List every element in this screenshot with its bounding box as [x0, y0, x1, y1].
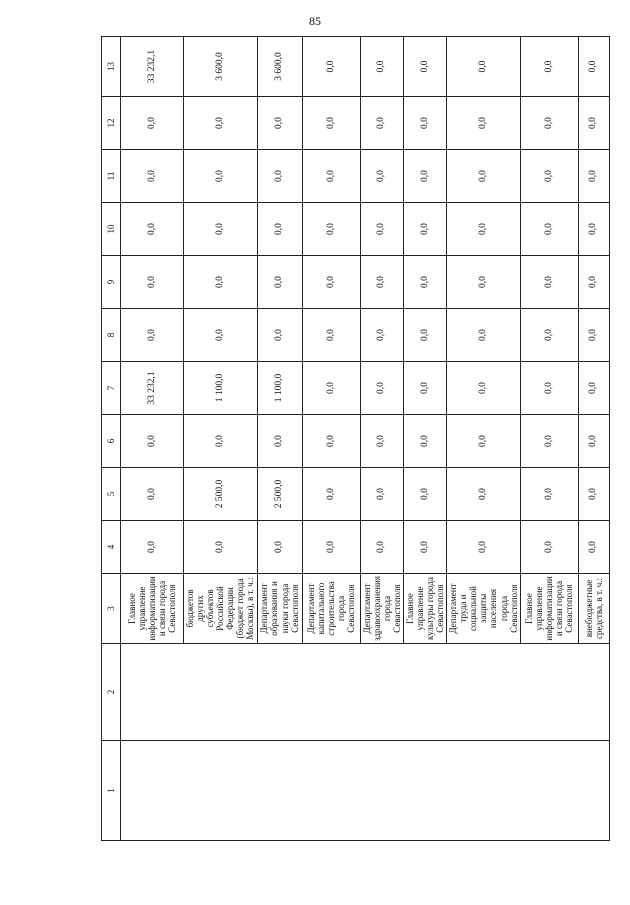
value-cell: 0,0 [184, 415, 258, 468]
value-cell: 0,0 [184, 309, 258, 362]
value-cell: 0,0 [360, 362, 403, 415]
value-cell: 33 232,1 [121, 362, 184, 415]
value-cell: 0,0 [520, 150, 578, 203]
header-cell: 3 [102, 574, 121, 644]
header-cell: 13 [102, 37, 121, 97]
budget-table [101, 36, 610, 841]
value-cell: 0,0 [447, 37, 521, 97]
value-cell: 0,0 [403, 203, 446, 256]
value-cell: 0,0 [578, 521, 609, 574]
value-cell: 0,0 [121, 415, 184, 468]
row-name-cell: бюджетов других субъектов Российской Федерации (бюджет города Москвы), в т. ч.: [184, 574, 258, 644]
value-cell: 0,0 [578, 256, 609, 309]
value-cell: 0,0 [302, 203, 360, 256]
value-cell: 0,0 [403, 150, 446, 203]
value-cell: 0,0 [360, 468, 403, 521]
header-cell: 8 [102, 309, 121, 362]
value-cell: 0,0 [520, 37, 578, 97]
value-cell: 0,0 [121, 150, 184, 203]
row-name-cell: внебюджетные средства, в т. ч.: [578, 574, 609, 644]
value-cell: 0,0 [302, 521, 360, 574]
value-cell: 0,0 [447, 521, 521, 574]
value-cell: 0,0 [447, 97, 521, 150]
value-cell: 0,0 [578, 150, 609, 203]
header-cell: 11 [102, 150, 121, 203]
value-cell: 0,0 [302, 362, 360, 415]
value-cell: 0,0 [184, 150, 258, 203]
value-cell: 0,0 [520, 309, 578, 362]
value-cell: 0,0 [121, 521, 184, 574]
value-cell: 0,0 [257, 415, 302, 468]
row-name-cell: Главное управление информатизации и связи города Севастополя [520, 574, 578, 644]
value-cell: 0,0 [520, 521, 578, 574]
header-cell: 1 [102, 741, 121, 841]
value-cell: 0,0 [360, 256, 403, 309]
value-cell: 0,0 [520, 256, 578, 309]
value-cell: 0,0 [578, 468, 609, 521]
row-name-cell: Главное управление информатизации и связи города Севастополя [121, 574, 184, 644]
value-cell: 0,0 [360, 415, 403, 468]
header-cell: 2 [102, 644, 121, 741]
value-cell: 0,0 [578, 97, 609, 150]
value-cell: 0,0 [184, 97, 258, 150]
value-cell: 0,0 [578, 415, 609, 468]
header-row [102, 37, 121, 841]
value-cell: 0,0 [520, 362, 578, 415]
value-cell: 3 600,0 [257, 37, 302, 97]
value-cell: 0,0 [121, 256, 184, 309]
value-cell: 1 100,0 [257, 362, 302, 415]
value-cell: 0,0 [184, 521, 258, 574]
value-cell: 0,0 [578, 203, 609, 256]
value-cell: 0,0 [447, 309, 521, 362]
value-cell: 0,0 [403, 37, 446, 97]
value-cell: 0,0 [257, 97, 302, 150]
row-name-cell: Главное управление культуры города Севастополя [403, 574, 446, 644]
col-1-cell [121, 741, 610, 841]
value-cell: 0,0 [121, 468, 184, 521]
row-name-cell: Департамент здравоохранения города Севастополя [360, 574, 403, 644]
value-cell: 0,0 [257, 309, 302, 362]
value-cell: 0,0 [403, 468, 446, 521]
value-cell: 0,0 [302, 150, 360, 203]
value-cell: 0,0 [403, 97, 446, 150]
value-cell: 0,0 [403, 362, 446, 415]
header-cell: 5 [102, 468, 121, 521]
header-cell: 7 [102, 362, 121, 415]
value-cell: 0,0 [578, 309, 609, 362]
value-cell: 33 232,1 [121, 37, 184, 97]
value-cell: 2 500,0 [257, 468, 302, 521]
value-cell: 0,0 [121, 309, 184, 362]
value-cell: 1 100,0 [184, 362, 258, 415]
value-cell: 0,0 [520, 203, 578, 256]
value-cell: 0,0 [360, 309, 403, 362]
value-cell: 3 600,0 [184, 37, 258, 97]
value-cell: 0,0 [578, 37, 609, 97]
header-cell: 12 [102, 97, 121, 150]
value-cell: 0,0 [360, 521, 403, 574]
value-cell: 0,0 [302, 97, 360, 150]
value-cell: 0,0 [403, 521, 446, 574]
value-cell: 2 500,0 [184, 468, 258, 521]
value-cell: 0,0 [520, 468, 578, 521]
row-name-cell: Департамент капитального строительства города Севастополя [302, 574, 360, 644]
value-cell: 0,0 [360, 150, 403, 203]
value-cell: 0,0 [257, 521, 302, 574]
value-cell: 0,0 [121, 203, 184, 256]
value-cell: 0,0 [184, 203, 258, 256]
value-cell: 0,0 [578, 362, 609, 415]
value-cell: 0,0 [447, 203, 521, 256]
value-cell: 0,0 [447, 415, 521, 468]
value-cell: 0,0 [403, 415, 446, 468]
row-name-cell: Департамент образования и науки города Севастополя [257, 574, 302, 644]
header-cell: 10 [102, 203, 121, 256]
table-row [121, 37, 184, 841]
value-cell: 0,0 [520, 415, 578, 468]
value-cell: 0,0 [184, 256, 258, 309]
value-cell: 0,0 [447, 150, 521, 203]
value-cell: 0,0 [360, 203, 403, 256]
value-cell: 0,0 [302, 37, 360, 97]
value-cell: 0,0 [302, 415, 360, 468]
page-number: 85 [309, 14, 321, 28]
value-cell: 0,0 [447, 468, 521, 521]
value-cell: 0,0 [257, 150, 302, 203]
value-cell: 0,0 [447, 362, 521, 415]
value-cell: 0,0 [520, 97, 578, 150]
header-cell: 6 [102, 415, 121, 468]
value-cell: 0,0 [257, 256, 302, 309]
header-cell: 4 [102, 521, 121, 574]
table-body [102, 37, 610, 841]
value-cell: 0,0 [403, 256, 446, 309]
value-cell: 0,0 [302, 468, 360, 521]
value-cell: 0,0 [403, 309, 446, 362]
col-2-cell [121, 644, 610, 741]
value-cell: 0,0 [360, 97, 403, 150]
value-cell: 0,0 [121, 97, 184, 150]
row-name-cell: Департамент труда и социальной защиты населения города Севастополя [447, 574, 521, 644]
header-cell: 9 [102, 256, 121, 309]
value-cell: 0,0 [447, 256, 521, 309]
value-cell: 0,0 [302, 309, 360, 362]
value-cell: 0,0 [302, 256, 360, 309]
value-cell: 0,0 [257, 203, 302, 256]
value-cell: 0,0 [360, 37, 403, 97]
